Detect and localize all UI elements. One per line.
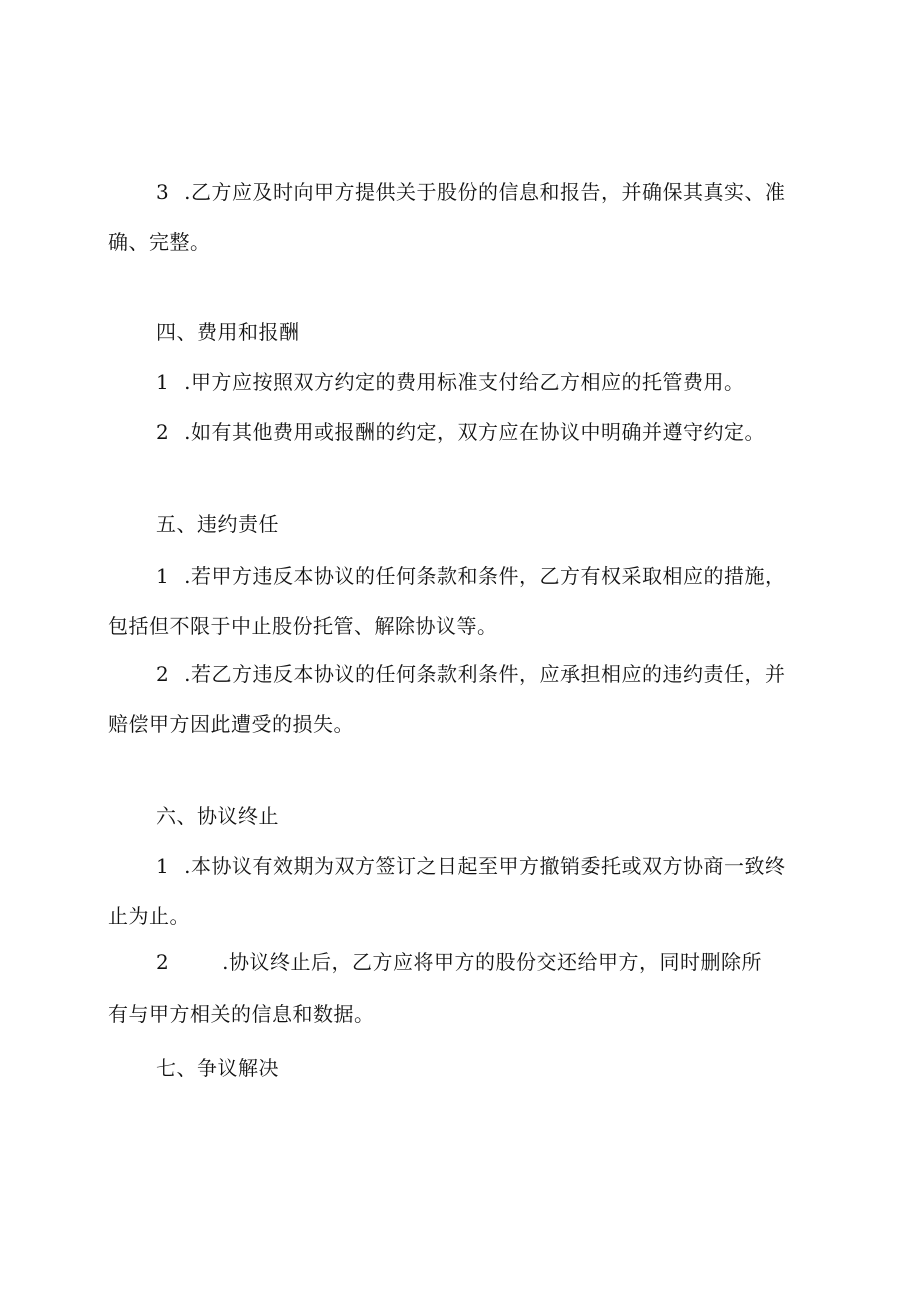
item-text: .乙方应及时向甲方提供关于股份的信息和报告，并确保其真实、准 bbox=[184, 180, 786, 204]
item-text: .甲方应按照双方约定的费用标准支付给乙方相应的托管费用。 bbox=[184, 370, 745, 394]
section5-item1-line2: 包括但不限于中止股份托管、解除协议等。 bbox=[108, 614, 498, 638]
section5-item1-line1 bbox=[156, 562, 785, 590]
section4-heading: 四、费用和报酬 bbox=[156, 320, 300, 344]
section6-item2-line2: 有与甲方相关的信息和数据。 bbox=[108, 1002, 375, 1026]
section6-item1-line1 bbox=[156, 852, 785, 880]
item-text: .若乙方违反本协议的任何条款利条件，应承担相应的违约责任，并 bbox=[184, 662, 786, 686]
item-text: .若甲方违反本协议的任何条款和条件，乙方有权采取相应的措施， bbox=[184, 564, 786, 588]
item-number: 2 bbox=[156, 420, 170, 444]
item-text: .如有其他费用或报酬的约定，双方应在协议中明确并遵守约定。 bbox=[184, 420, 765, 444]
section5-heading: 五、违约责任 bbox=[156, 512, 279, 536]
section4-item2 bbox=[156, 418, 765, 446]
section3-item3-line1 bbox=[156, 178, 785, 206]
item-number: 3 bbox=[156, 180, 170, 204]
item-text: .本协议有效期为双方签订之日起至甲方撤销委托或双方协商一致终 bbox=[184, 854, 786, 878]
section6-item2-line1 bbox=[156, 948, 762, 976]
item-number: 1 bbox=[156, 564, 170, 588]
item-number: 2 bbox=[156, 662, 170, 686]
section6-item1-line2: 止为止。 bbox=[108, 904, 190, 928]
item-number: 2 bbox=[156, 950, 170, 974]
item-number: 1 bbox=[156, 854, 170, 878]
item-text: .协议终止后，乙方应将甲方的股份交还给甲方，同时删除所 bbox=[222, 950, 762, 974]
item-number: 1 bbox=[156, 370, 170, 394]
section5-item2-line2: 赔偿甲方因此遭受的损失。 bbox=[108, 712, 354, 736]
section3-item3-line2: 确、完整。 bbox=[108, 230, 211, 254]
section6-heading: 六、协议终止 bbox=[156, 804, 279, 828]
section7-heading: 七、争议解决 bbox=[156, 1056, 279, 1080]
section4-item1 bbox=[156, 368, 744, 396]
section5-item2-line1 bbox=[156, 660, 785, 688]
